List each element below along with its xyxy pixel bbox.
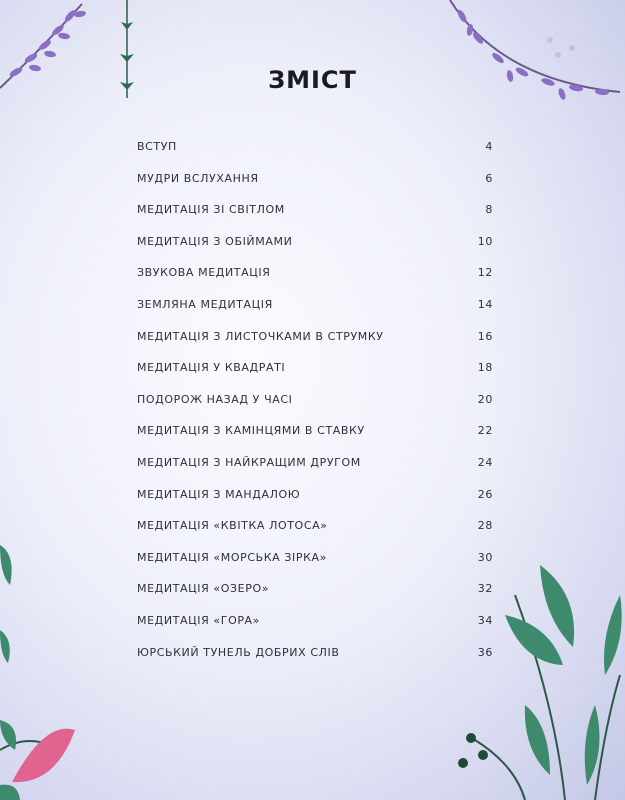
toc-entry-title: МЕДИТАЦІЯ «ОЗЕРО» <box>137 582 270 596</box>
toc-entry-title: МЕДИТАЦІЯ ЗІ СВІТЛОМ <box>137 203 285 217</box>
toc-entry-title: ЗВУКОВА МЕДИТАЦІЯ <box>137 266 271 280</box>
toc-entry <box>137 235 493 267</box>
toc-entry <box>137 582 493 614</box>
toc-entry-title: МЕДИТАЦІЯ З ЛИСТОЧКАМИ В СТРУМКУ <box>137 329 384 343</box>
toc-entry-page: 34 <box>477 613 493 627</box>
page-title: ЗМІСТ <box>268 66 357 94</box>
toc-entry-page: 14 <box>477 297 493 311</box>
toc-entry <box>137 266 493 298</box>
toc-entry-page: 28 <box>477 519 493 533</box>
toc-entry-page: 32 <box>477 582 493 596</box>
toc-entry-page: 36 <box>477 645 493 659</box>
toc-entry <box>137 424 493 456</box>
toc-entry <box>137 361 493 393</box>
leaf-bottom-left-edge <box>0 545 20 665</box>
pink-leaf-bottom-left <box>0 690 90 800</box>
toc-entry-title: МЕДИТАЦІЯ З НАЙКРАЩИМ ДРУГОМ <box>137 455 361 469</box>
toc-entry-page: 24 <box>477 455 493 469</box>
toc-entry-title: МУДРИ ВСЛУХАННЯ <box>137 171 259 185</box>
toc-entry <box>137 456 493 488</box>
toc-entry-title: ЗЕМЛЯНА МЕДИТАЦІЯ <box>137 297 273 311</box>
toc-entry-title: МЕДИТАЦІЯ З КАМІНЦЯМИ В СТАВКУ <box>137 424 365 438</box>
toc-entry-page: 4 <box>485 140 493 153</box>
toc-entry <box>137 330 493 362</box>
toc-entry <box>137 140 493 172</box>
toc-entry-title: МЕДИТАЦІЯ З МАНДАЛОЮ <box>137 487 301 501</box>
toc-entry-page: 20 <box>477 392 493 406</box>
toc-entry-page: 10 <box>477 234 493 248</box>
toc-entry <box>137 614 493 646</box>
toc-entry-title: ПОДОРОЖ НАЗАД У ЧАСІ <box>137 392 293 406</box>
toc-entry-title: МЕДИТАЦІЯ «МОРСЬКА ЗІРКА» <box>137 550 327 564</box>
toc-entry-title: ЮРСЬКИЙ ТУНЕЛЬ ДОБРИХ СЛІВ <box>137 645 340 659</box>
toc-entry-page: 8 <box>485 203 493 217</box>
toc-entry-page: 12 <box>477 266 493 280</box>
toc-entry <box>137 646 493 678</box>
toc-entry-page: 18 <box>477 361 493 375</box>
toc-entry-page: 6 <box>485 171 493 185</box>
toc-entry-title: ВСТУП <box>137 140 177 153</box>
toc-entry <box>137 488 493 520</box>
table-of-contents <box>137 140 493 677</box>
toc-entry-page: 16 <box>477 329 493 343</box>
toc-entry-title: МЕДИТАЦІЯ «КВІТКА ЛОТОСА» <box>137 519 328 533</box>
toc-entry <box>137 393 493 425</box>
toc-entry-page: 30 <box>477 550 493 564</box>
toc-entry-page: 22 <box>477 424 493 438</box>
toc-entry-title: МЕДИТАЦІЯ З ОБІЙМАМИ <box>137 234 293 248</box>
toc-entry <box>137 298 493 330</box>
toc-entry-page: 26 <box>477 487 493 501</box>
toc-entry <box>137 172 493 204</box>
toc-entry <box>137 203 493 235</box>
toc-entry-title: МЕДИТАЦІЯ «ГОРА» <box>137 613 261 627</box>
toc-entry-title: МЕДИТАЦІЯ У КВАДРАТІ <box>137 361 286 375</box>
toc-entry <box>137 519 493 551</box>
toc-entry <box>137 551 493 583</box>
